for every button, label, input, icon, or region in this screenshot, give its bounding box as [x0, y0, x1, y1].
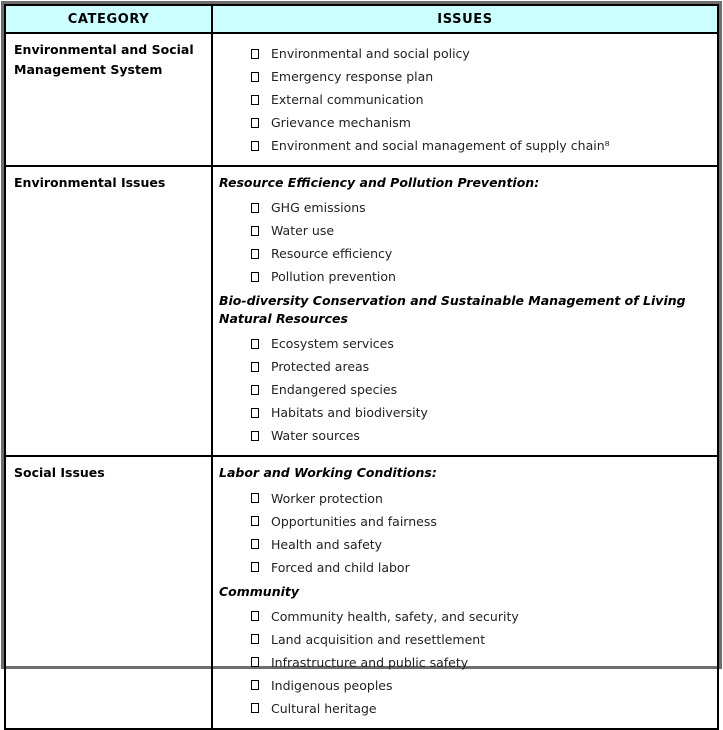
issues-cell	[212, 33, 718, 166]
open-square-bullet-icon	[251, 49, 259, 59]
open-square-bullet-icon	[251, 339, 259, 349]
issue-item	[219, 92, 711, 107]
issue-item-label: Community health, safety, and security	[271, 608, 519, 624]
issue-item	[219, 491, 711, 506]
issue-item	[219, 678, 711, 693]
issues-table	[4, 4, 719, 730]
issue-item-label: Protected areas	[271, 359, 370, 375]
open-square-bullet-icon	[251, 611, 259, 621]
issue-item	[219, 405, 711, 420]
issue-item-label: Infrastructure and public safety	[271, 654, 469, 670]
category-cell: Environmental Issues	[5, 166, 212, 456]
issue-item	[219, 382, 711, 397]
table-row	[5, 456, 718, 728]
issue-item-label: Resource efficiency	[271, 246, 393, 262]
issue-item-label: Opportunities and fairness	[271, 513, 437, 529]
table-row	[5, 166, 718, 456]
open-square-bullet-icon	[251, 249, 259, 259]
table-row	[5, 33, 718, 166]
issues-cell	[212, 456, 718, 728]
open-square-bullet-icon	[251, 72, 259, 82]
issue-item	[219, 69, 711, 84]
issue-item	[219, 46, 711, 61]
issue-item-label: Worker protection	[271, 490, 383, 506]
issue-item-label: Water use	[271, 223, 335, 239]
issue-item-label: External communication	[271, 92, 424, 107]
issue-item	[219, 537, 711, 552]
issue-item-label: Environmental and social policy	[271, 46, 470, 61]
table-body	[5, 33, 718, 729]
issue-item	[219, 336, 711, 351]
esg-issues-table-document	[1, 1, 722, 716]
open-square-bullet-icon	[251, 118, 259, 128]
open-square-bullet-icon	[251, 657, 259, 667]
issue-item-label: Cultural heritage	[271, 700, 377, 716]
issues-subheader: Bio-diversity Conservation and Sustainable Management of Living Natural Resources	[219, 293, 686, 327]
issue-item-label: Environment and social management of supply chain⁸	[271, 138, 610, 153]
open-square-bullet-icon	[251, 203, 259, 213]
open-square-bullet-icon	[251, 431, 259, 441]
issue-item	[219, 428, 711, 443]
issue-item	[219, 359, 711, 374]
table-header	[5, 5, 718, 33]
open-square-bullet-icon	[251, 385, 259, 395]
open-square-bullet-icon	[251, 226, 259, 236]
issue-item	[219, 560, 711, 575]
issue-item	[219, 246, 711, 261]
issue-item	[219, 115, 711, 130]
open-square-bullet-icon	[251, 362, 259, 372]
open-square-bullet-icon	[251, 703, 259, 713]
issue-item-label: Health and safety	[271, 536, 383, 552]
open-square-bullet-icon	[251, 539, 259, 549]
issue-item	[219, 701, 711, 716]
issue-item	[219, 514, 711, 529]
issues-cell	[212, 166, 718, 456]
open-square-bullet-icon	[251, 516, 259, 526]
issue-item	[219, 269, 711, 284]
issue-item-label: Emergency response plan	[271, 69, 434, 84]
open-square-bullet-icon	[251, 562, 259, 572]
issues-subheader: Resource Efficiency and Pollution Prevention:	[219, 175, 540, 190]
open-square-bullet-icon	[251, 634, 259, 644]
issue-item-label: Grievance mechanism	[271, 115, 411, 130]
open-square-bullet-icon	[251, 95, 259, 105]
category-cell: Social Issues	[5, 456, 212, 728]
header-row	[5, 5, 718, 33]
issue-item-label: Water sources	[271, 428, 360, 444]
issue-item	[219, 138, 711, 153]
issue-item	[219, 609, 711, 624]
open-square-bullet-icon	[251, 141, 259, 151]
issue-item-label: Habitats and biodiversity	[271, 405, 428, 421]
issue-item-label: Pollution prevention	[271, 269, 396, 285]
category-cell: Environmental and Social Management System	[5, 33, 212, 166]
issue-item-label: Forced and child labor	[271, 559, 410, 575]
issue-item	[219, 655, 711, 670]
open-square-bullet-icon	[251, 272, 259, 282]
issues-subheader: Labor and Working Conditions:	[219, 465, 437, 481]
issue-item-label: Endangered species	[271, 382, 398, 398]
issue-item-label: Ecosystem services	[271, 336, 394, 352]
open-square-bullet-icon	[251, 493, 259, 503]
issue-item	[219, 632, 711, 647]
open-square-bullet-icon	[251, 680, 259, 690]
issue-item-label: GHG emissions	[271, 200, 366, 216]
issue-item-label: Indigenous peoples	[271, 677, 393, 693]
issues-column-header: ISSUES	[212, 5, 718, 33]
issues-subheader: Community	[219, 583, 300, 599]
category-column-header: CATEGORY	[5, 5, 212, 33]
issue-item	[219, 223, 711, 238]
open-square-bullet-icon	[251, 408, 259, 418]
issue-item-label: Land acquisition and resettlement	[271, 631, 486, 647]
issue-item	[219, 200, 711, 215]
